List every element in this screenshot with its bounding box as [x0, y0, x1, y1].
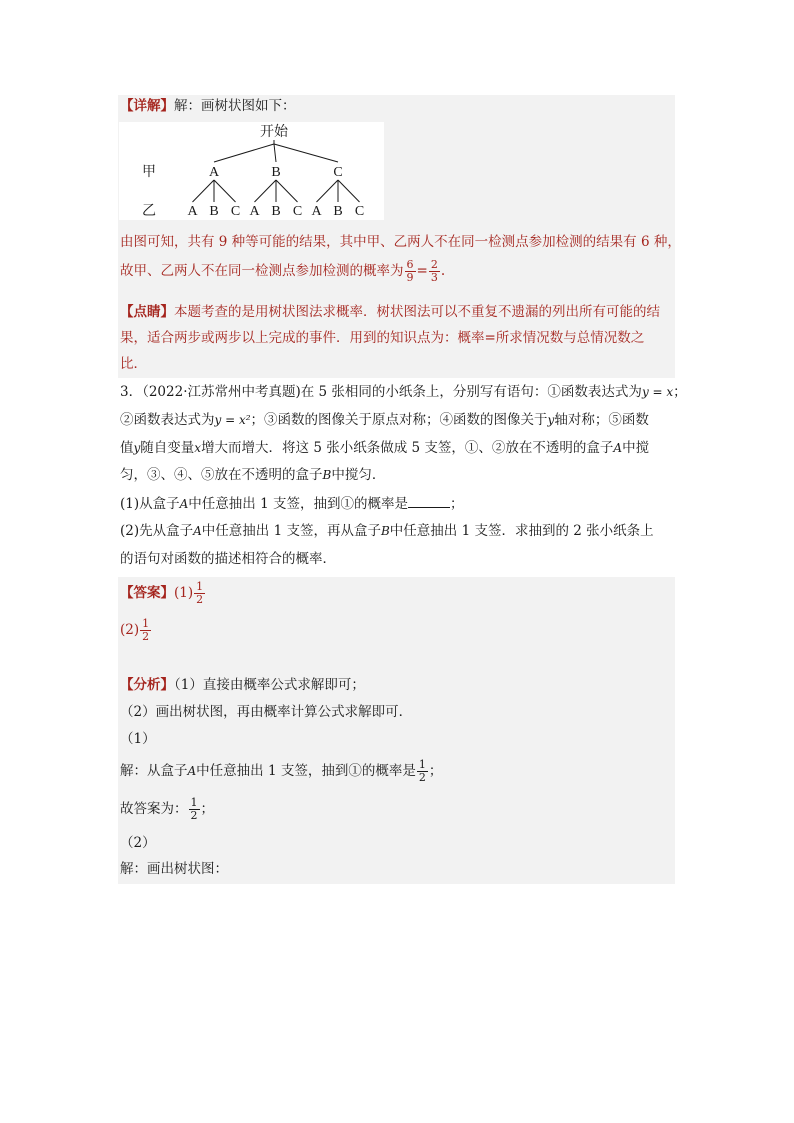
fraction-denominator: 2 — [196, 593, 204, 606]
question-text: 的语句对函数的描述相符合的概率． — [120, 551, 336, 567]
answer-line2 — [120, 617, 152, 643]
analysis-text: 解：从盒子 — [120, 763, 188, 779]
question-part2-line2 — [120, 550, 336, 568]
tree-branch — [193, 180, 215, 202]
question-text: ②函数表达式为 — [120, 412, 215, 428]
comment-line1 — [120, 303, 660, 321]
fraction-numerator: 1 — [190, 796, 198, 809]
answer-line1 — [120, 580, 206, 606]
tree-node-level2: B — [333, 204, 343, 219]
tree-node-level1: A — [208, 165, 220, 180]
equals-sign: = — [416, 263, 428, 279]
answer-tag: 【答案】 — [120, 585, 174, 601]
tree-root-label: 开始 — [260, 125, 288, 140]
math-expression: B — [380, 524, 390, 538]
question-line3 — [120, 439, 649, 457]
tree-node-level1: C — [333, 165, 343, 180]
tree-branch — [317, 180, 339, 202]
analysis-text: （2） — [120, 835, 156, 851]
question-line2 — [120, 411, 649, 429]
answer-label: (1) — [174, 585, 194, 601]
detail-result-line2 — [120, 258, 445, 284]
math-expression: y = x² — [214, 413, 251, 427]
comment-text: 果，适合两步或两步以上完成的事件．用到的知识点为：概率=所求情况数与总情况数之 — [120, 330, 645, 346]
tree-node-level2: C — [230, 204, 241, 219]
analysis-line2 — [120, 703, 412, 721]
tree-diagram — [119, 122, 384, 220]
tree-branch — [214, 144, 274, 162]
analysis-text: 中任意抽出 1 支签，抽到①的概率是 — [196, 763, 416, 779]
tree-level2 — [187, 204, 364, 219]
analysis-text: （2）画出树状图，再由概率计算公式求解即可． — [120, 704, 413, 720]
math-expression: A — [193, 524, 202, 538]
math-expression: y — [547, 413, 555, 427]
detail-result-line1 — [120, 233, 681, 251]
question-text: 中任意抽出 1 支签．求抽到的 2 张小纸条上 — [389, 523, 654, 539]
tree-branch — [274, 144, 338, 162]
tree-node-level2: A — [249, 204, 260, 219]
question-text: 3．（2022·江苏常州中考真题)在 5 张相同的小纸条上，分别写有语句：①函数表达式为 — [120, 384, 642, 400]
math-expression: A — [613, 441, 623, 455]
tree-node-level2: C — [354, 204, 365, 219]
tree-branch — [276, 180, 298, 202]
fraction-denominator: 2 — [142, 630, 150, 643]
fraction-numerator: 2 — [430, 258, 438, 271]
fraction-denominator: 9 — [406, 271, 414, 284]
fraction-2-3 — [429, 259, 440, 284]
fraction-numerator: 1 — [418, 758, 426, 771]
tree-branch — [274, 144, 276, 162]
question-text: 匀，③、④、⑤放在不透明的盒子 — [120, 467, 323, 483]
tree-row1-label: 甲 — [142, 165, 156, 180]
question-line4 — [120, 466, 385, 484]
analysis-text: 解：画出树状图： — [120, 861, 228, 877]
comment-text: 本题考查的是用树状图法求概率．树状图法可以不重复不遗漏的列出所有可能的结 — [174, 304, 660, 320]
question-text: ； — [449, 496, 464, 512]
detail-tag: 【详解】 — [120, 98, 174, 114]
fraction-6-9 — [405, 259, 416, 284]
fraction-1-2 — [140, 618, 151, 643]
fraction-denominator: 2 — [190, 809, 198, 822]
comment-line2 — [120, 329, 644, 347]
comment-line3 — [120, 355, 147, 373]
question-text: 中搅匀． — [331, 467, 386, 483]
math-expression: y — [133, 441, 141, 455]
math-expression: A — [179, 497, 189, 511]
analysis-solution1 — [120, 758, 442, 784]
analysis-solution2 — [120, 860, 228, 878]
analysis-text: ； — [200, 801, 214, 817]
period: . — [440, 263, 446, 279]
analysis-text: ； — [428, 763, 443, 779]
analysis-text: 故答案为： — [120, 801, 188, 817]
fraction-1-2 — [189, 797, 200, 822]
tree-branch — [214, 180, 236, 202]
question-text: ；③函数的图像关于原点对称；④函数的图像关于 — [250, 412, 548, 428]
fraction-1-2 — [194, 581, 205, 606]
answer-blank — [408, 494, 450, 508]
question-text: 中搅 — [622, 440, 650, 456]
tree-branch — [338, 180, 360, 202]
analysis-sub1 — [120, 730, 156, 748]
tree-node-level2: A — [187, 204, 198, 219]
detail-heading — [120, 97, 296, 115]
math-expression: B — [322, 468, 332, 482]
tree-diagram-svg — [119, 122, 384, 220]
tree-node-level2: B — [271, 204, 281, 219]
question-text: 值 — [120, 440, 134, 456]
analysis-line1 — [120, 676, 365, 694]
fraction-numerator: 6 — [406, 258, 414, 271]
fraction-numerator: 1 — [196, 580, 204, 593]
math-expression: A — [187, 764, 197, 778]
fraction-numerator: 1 — [142, 617, 150, 630]
question-text: 轴对称；⑤函数 — [554, 412, 649, 428]
tree-node-level2: C — [292, 204, 303, 219]
tree-branch — [255, 180, 277, 202]
tree-node-level2: B — [209, 204, 219, 219]
analysis-tag: 【分析】 — [120, 677, 174, 693]
analysis-text: （1）直接由概率公式求解即可； — [174, 677, 365, 693]
answer-label: (2) — [120, 622, 140, 638]
question-line1 — [120, 383, 687, 401]
tree-level1 — [209, 165, 343, 180]
math-expression: y = x — [641, 385, 674, 399]
detail-probability-text: 故甲、乙两人不在同一检测点参加检测的概率为 — [120, 263, 404, 279]
analysis-answer — [120, 796, 214, 822]
detail-result-text: 由图可知，共有 9 种等可能的结果，其中甲、乙两人不在同一检测点参加检测的结果有 6 种， — [120, 234, 681, 250]
comment-tag: 【点睛】 — [120, 304, 174, 320]
analysis-sub2 — [120, 834, 156, 852]
tree-node-level2: A — [311, 204, 322, 219]
question-part1 — [120, 494, 463, 513]
fraction-denominator: 2 — [418, 771, 426, 784]
question-part2 — [120, 522, 654, 540]
fraction-1-2 — [417, 759, 428, 784]
tree-row2-label: 乙 — [142, 204, 156, 219]
detail-intro: 解：画树状图如下： — [174, 98, 296, 114]
question-text: 增大而增大．将这 5 张小纸条做成 5 支签，①、②放在不透明的盒子 — [201, 440, 614, 456]
question-text: 随自变量 — [140, 440, 195, 456]
answer-block-bg — [118, 577, 675, 884]
tree-node-level1: B — [271, 165, 281, 180]
question-text: (1)从盒子 — [120, 496, 180, 512]
question-text: 中任意抽出 1 支签，抽到①的概率是 — [188, 496, 408, 512]
question-text: 中任意抽出 1 支签，再从盒子 — [201, 523, 381, 539]
analysis-text: （1） — [120, 731, 156, 747]
question-text: (2)先从盒子 — [120, 523, 194, 539]
math-expression: x — [194, 441, 202, 455]
question-text: ； — [673, 384, 687, 400]
fraction-denominator: 3 — [430, 271, 438, 284]
comment-text: 比． — [120, 356, 147, 372]
